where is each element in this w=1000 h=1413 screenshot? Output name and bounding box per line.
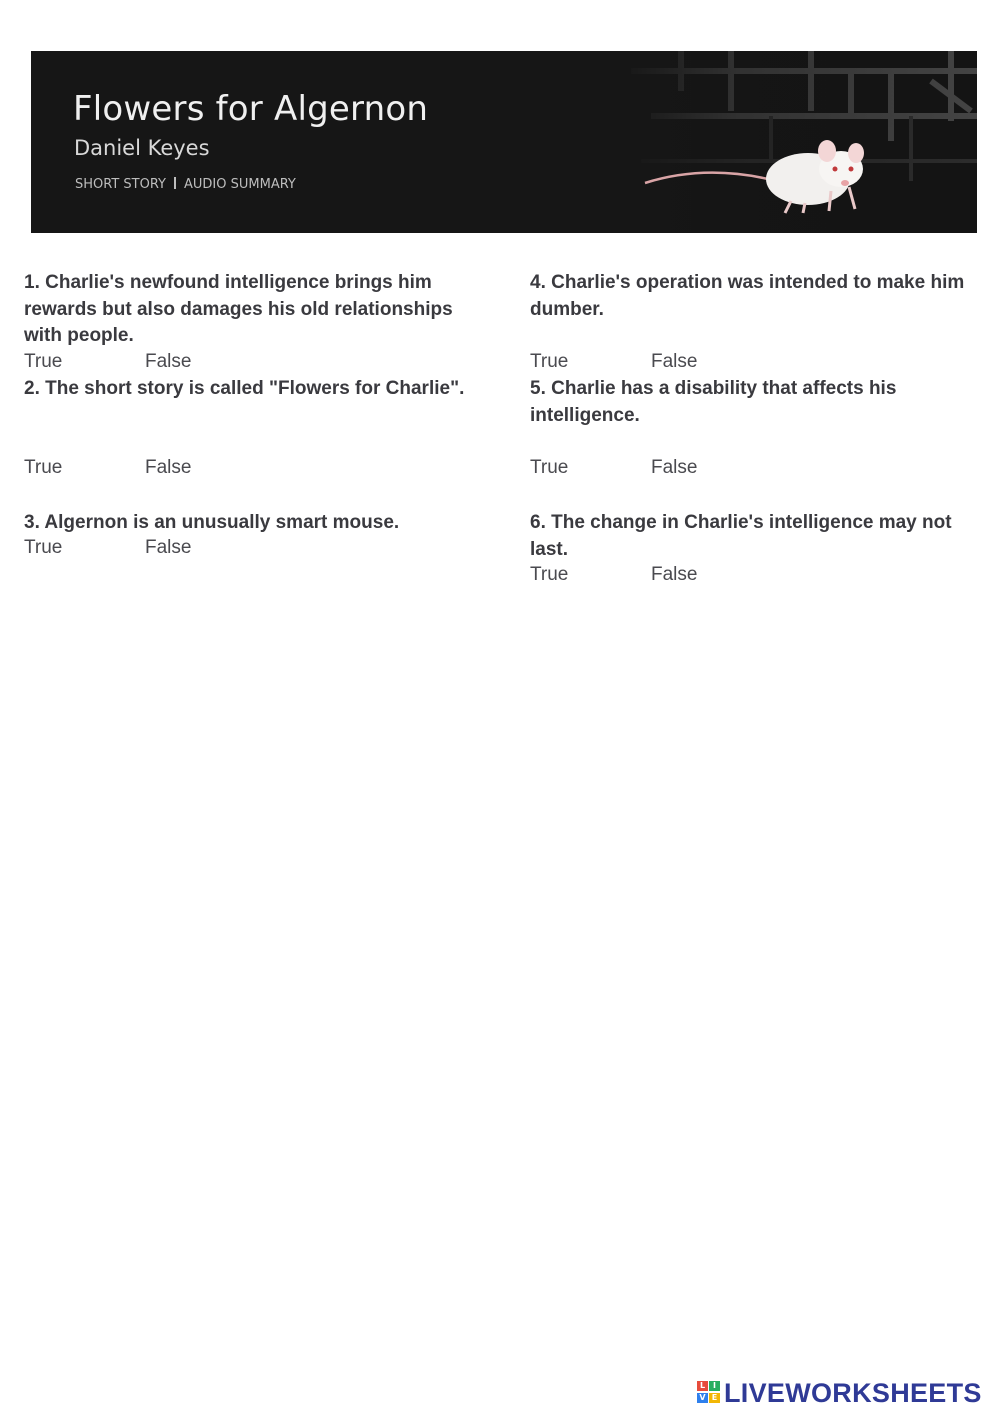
question-text: 4. Charlie's operation was intended to make him dumber. <box>530 272 965 320</box>
true-option[interactable]: True <box>24 457 63 478</box>
question-5 <box>530 376 980 429</box>
true-option[interactable]: True <box>530 351 569 372</box>
logo-letter-e: E <box>709 1393 720 1403</box>
question-text: 1. Charlie's newfound intelligence brings him rewards but also damages his old relationships with people. <box>24 272 453 346</box>
logo-letter-i: I <box>709 1381 720 1391</box>
true-option[interactable]: True <box>24 351 63 372</box>
logo-letter-l: L <box>697 1381 708 1391</box>
false-option[interactable]: False <box>651 457 698 478</box>
banner-subcategory: AUDIO SUMMARY <box>184 177 296 192</box>
question-text: 5. Charlie has a disability that affects his intelligence. <box>530 378 897 426</box>
question-2 <box>24 376 474 403</box>
true-option[interactable]: True <box>24 537 63 558</box>
liveworksheets-icon <box>697 1381 723 1405</box>
question-4 <box>530 270 980 323</box>
true-option[interactable]: True <box>530 564 569 585</box>
question-6 <box>530 510 980 563</box>
question-text: 3. Algernon is an unusually smart mouse. <box>24 512 400 533</box>
false-option[interactable]: False <box>145 537 192 558</box>
false-option[interactable]: False <box>651 351 698 372</box>
header-banner <box>31 51 977 233</box>
banner-category: SHORT STORY <box>75 177 166 192</box>
banner-meta <box>75 177 296 192</box>
false-option[interactable]: False <box>145 351 192 372</box>
liveworksheets-brand: LIVEWORKSHEETS <box>724 1378 982 1408</box>
logo-letter-v: V <box>697 1393 708 1403</box>
white-mouse-illustration <box>643 121 873 216</box>
question-text: 2. The short story is called "Flowers for Charlie". <box>24 378 465 399</box>
false-option[interactable]: False <box>651 564 698 585</box>
divider <box>174 177 176 189</box>
question-text: 6. The change in Charlie's intelligence may not last. <box>530 512 952 560</box>
liveworksheets-logo[interactable] <box>697 1378 997 1408</box>
question-3 <box>24 510 474 537</box>
banner-title: Flowers for Algernon <box>73 89 429 129</box>
banner-author: Daniel Keyes <box>74 136 210 160</box>
false-option[interactable]: False <box>145 457 192 478</box>
true-option[interactable]: True <box>530 457 569 478</box>
question-1 <box>24 270 474 350</box>
